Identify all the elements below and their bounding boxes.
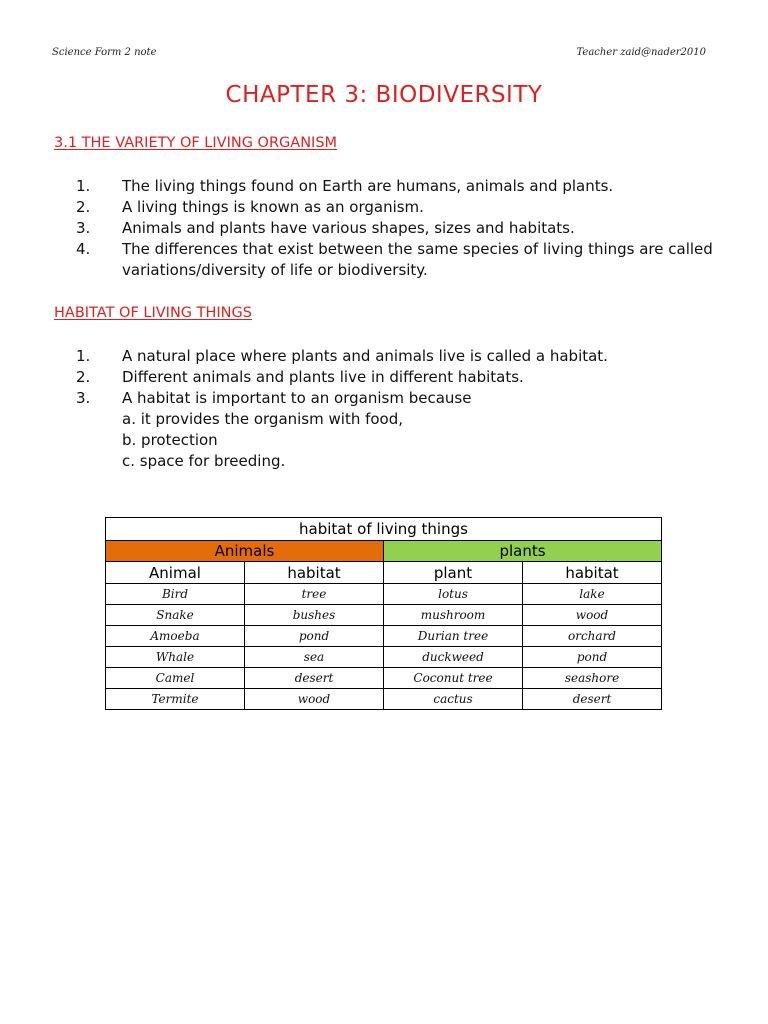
list-item [54,197,724,218]
list-item [54,388,724,472]
header-left-note: Science Form 2 note [52,47,157,58]
table-cell: desert [245,668,384,689]
table-row [106,605,662,626]
table-cell: lake [523,584,662,605]
list-number: 2. [76,198,91,216]
column-header: Animal [106,562,245,584]
list-text: A living things is known as an organism. [122,198,424,216]
sub-list-item: c. space for breeding. [122,452,286,470]
list-number: 3. [76,389,91,407]
sub-list-item: b. protection [122,431,218,449]
list-item [54,176,724,197]
table-row [106,668,662,689]
table-cell: desert [523,689,662,710]
table-row [106,584,662,605]
table-cell: pond [245,626,384,647]
table-cell: seashore [523,668,662,689]
table-cell: Amoeba [106,626,245,647]
table-caption: habitat of living things [106,518,662,541]
list-text: Animals and plants have various shapes, sizes and habitats. [122,219,575,237]
list-number: 1. [76,347,91,365]
table-cell: cactus [384,689,523,710]
list-item [54,239,724,281]
table-cell: pond [523,647,662,668]
sub-list [122,409,724,472]
table-cell: Snake [106,605,245,626]
list-text: The differences that exist between the same species of living things are called variations/diversity of life or biodiversity. [122,240,713,279]
table-cell: Bird [106,584,245,605]
table-row [106,689,662,710]
list-text: A habitat is important to an organism because [122,389,472,407]
table-cell: wood [523,605,662,626]
table-cell: Termite [106,689,245,710]
table-cell: bushes [245,605,384,626]
list-text: Different animals and plants live in different habitats. [122,368,524,386]
page-title: CHAPTER 3: BIODIVERSITY [225,82,543,108]
header-right-author: Teacher zaid@nader2010 [576,47,706,58]
habitat-table [105,517,662,710]
variety-list [54,176,724,281]
habitat-list [54,346,724,472]
list-item [54,367,724,388]
list-text: The living things found on Earth are humans, animals and plants. [122,177,614,195]
list-number: 4. [76,240,91,258]
table-cell: Durian tree [384,626,523,647]
table-cell: Coconut tree [384,668,523,689]
column-header: plant [384,562,523,584]
table-cell: sea [245,647,384,668]
list-item [54,346,724,367]
table-cell: orchard [523,626,662,647]
table-row [106,647,662,668]
list-text: A natural place where plants and animals live is called a habitat. [122,347,608,365]
column-header: habitat [523,562,662,584]
column-header: habitat [245,562,384,584]
group-header-plants: plants [384,541,662,562]
sub-list-item: a. it provides the organism with food, [122,410,404,428]
section-heading-variety: 3.1 THE VARIETY OF LIVING ORGANISM [54,135,338,151]
table-row [106,626,662,647]
list-item [54,218,724,239]
list-number: 2. [76,368,91,386]
table-cell: lotus [384,584,523,605]
table-cell: Camel [106,668,245,689]
table-cell: tree [245,584,384,605]
table-cell: duckweed [384,647,523,668]
group-header-animals: Animals [106,541,384,562]
section-heading-habitat: HABITAT OF LIVING THINGS [54,305,252,321]
list-number: 1. [76,177,91,195]
table-cell: mushroom [384,605,523,626]
list-number: 3. [76,219,91,237]
table-cell: Whale [106,647,245,668]
table-cell: wood [245,689,384,710]
